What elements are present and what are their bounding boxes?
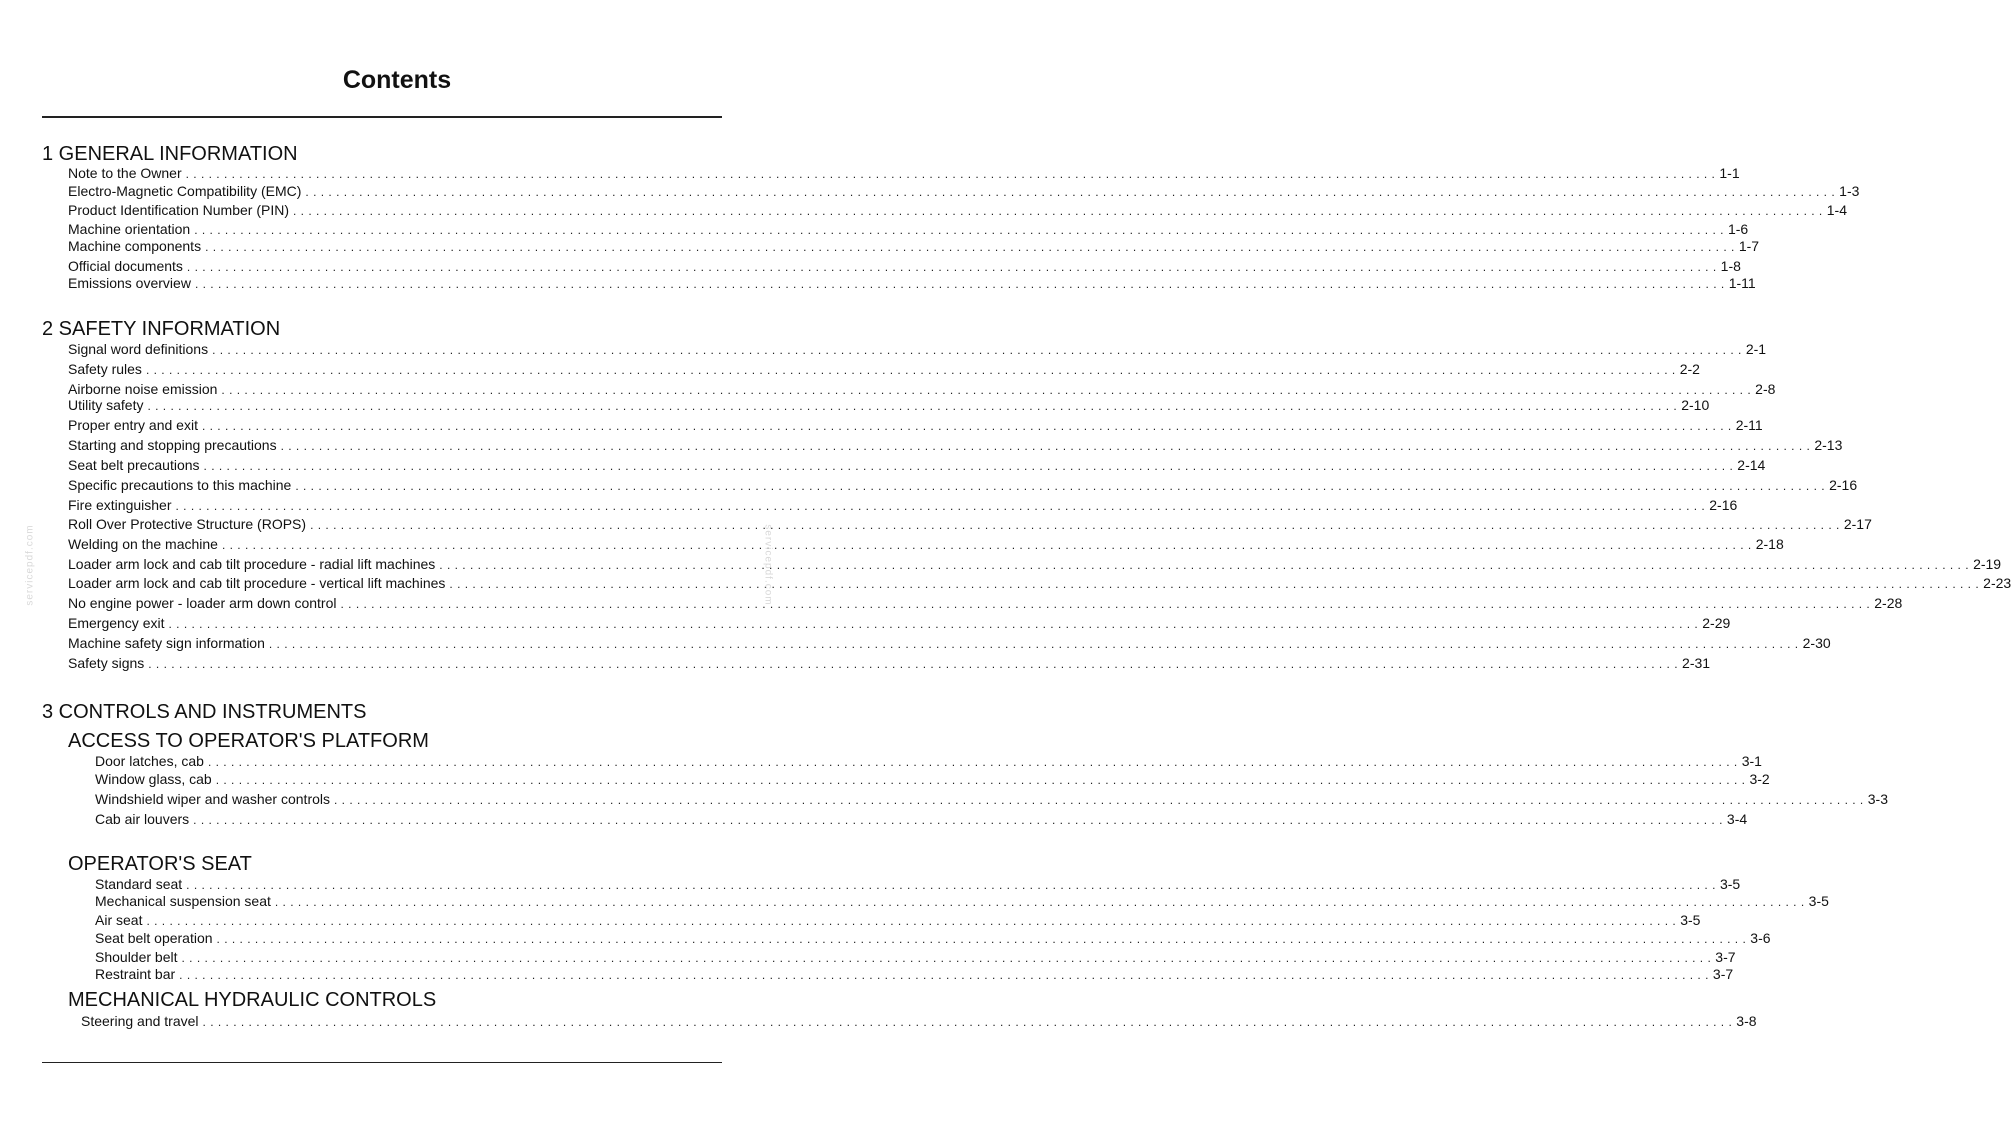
toc-entry[interactable] [95,966,1734,983]
toc-entry[interactable] [68,202,1847,219]
toc-entry-page: 3-3 [1867,791,1888,807]
section-heading-controls-and-instruments: 3 CONTROLS AND INSTRUMENTS [42,701,367,723]
toc-entry-label: Machine orientation [68,221,191,237]
toc-entry-page: 2-23 [1983,575,2011,591]
toc-entry-page: 2-2 [1679,361,1700,377]
toc-entry[interactable] [95,771,1770,788]
dot-leader: . . . . . . . . . . . . . . . . . . . . . . . . . . . . . . . . . . . . . . . . . . . . . . . . . . . . . . . . . . . . . . . . . . . . . . . . . . . . . . . . . . . . . . . . . . . . . . . . . . . . . . . . . . . . . . . . . . . . . . . . . . . . . . . . . . . . . . . . . . . . . . . . . . . . . . . . . . . . . . . . . . . . . . . . . . . . . . . . . . . . . . . . . . . . . . . . . . . . . . . . [146,914,1677,928]
dot-leader: . . . . . . . . . . . . . . . . . . . . . . . . . . . . . . . . . . . . . . . . . . . . . . . . . . . . . . . . . . . . . . . . . . . . . . . . . . . . . . . . . . . . . . . . . . . . . . . . . . . . . . . . . . . . . . . . . . . . . . . . . . . . . . . . . . . . . . . . . . . . . . . . . . . . . . . . . . . . . . . . . . . . . . . . . . . . . . . . . . . . . . . . . . . . . . . . . . . . . . . . [147,399,1678,413]
toc-entry-page: 2-29 [1702,615,1731,631]
toc-entry-label: Air seat [95,912,143,928]
toc-entry[interactable] [68,397,1710,414]
toc-entry-label: No engine power - loader arm down control [68,595,337,611]
toc-entry-label: Product Identification Number (PIN) [68,202,289,218]
toc-entry-label: Cab air louvers [95,811,190,827]
toc-entry-label: Specific precautions to this machine [68,477,292,493]
toc-entry-page: 2-16 [1709,497,1738,513]
toc-entry-page: 3-5 [1808,893,1829,909]
dot-leader: . . . . . . . . . . . . . . . . . . . . . . . . . . . . . . . . . . . . . . . . . . . . . . . . . . . . . . . . . . . . . . . . . . . . . . . . . . . . . . . . . . . . . . . . . . . . . . . . . . . . . . . . . . . . . . . . . . . . . . . . . . . . . . . . . . . . . . . . . . . . . . . . . . . . . . . . . . . . . . . . . . . . . . . . . . . . . . . . . . . . . . . . . . . . . . . . . . . . . . . . [203,459,1734,473]
toc-entry[interactable] [68,575,2011,592]
dot-leader: . . . . . . . . . . . . . . . . . . . . . . . . . . . . . . . . . . . . . . . . . . . . . . . . . . . . . . . . . . . . . . . . . . . . . . . . . . . . . . . . . . . . . . . . . . . . . . . . . . . . . . . . . . . . . . . . . . . . . . . . . . . . . . . . . . . . . . . . . . . . . . . . . . . . . . . . . . . . . . . . . . . . . . . . . . . . . . . . . . . . . . . . . . . . . . . . . . . . . . . . [194,223,1724,237]
toc-entry-page: 2-19 [1973,556,2002,572]
toc-entry[interactable] [95,893,1829,910]
toc-entry-label: Loader arm lock and cab tilt procedure - vertical lift machines [68,575,446,591]
toc-entry-page: 2-17 [1843,516,1872,532]
toc-entry[interactable] [68,536,1784,553]
toc-entry-page: 3-6 [1750,930,1771,946]
toc-entry[interactable] [68,477,1858,494]
toc-entry[interactable] [81,1013,1757,1030]
toc-entry-page: 1-11 [1728,275,1756,291]
toc-entry-label: Standard seat [95,876,183,892]
dot-leader: . . . . . . . . . . . . . . . . . . . . . . . . . . . . . . . . . . . . . . . . . . . . . . . . . . . . . . . . . . . . . . . . . . . . . . . . . . . . . . . . . . . . . . . . . . . . . . . . . . . . . . . . . . . . . . . . . . . . . . . . . . . . . . . . . . . . . . . . . . . . . . . . . . . . . . . . . . . . . . . . . . . . . . . . . . . . . . . . . . . . . . . . . . . . . . . . . . . . . . . . [168,617,1699,631]
watermark-left: servicepdf.com [24,524,36,606]
toc-entry-page: 1-4 [1826,202,1847,218]
toc-entry-label: Shoulder belt [95,949,178,965]
dot-leader: . . . . . . . . . . . . . . . . . . . . . . . . . . . . . . . . . . . . . . . . . . . . . . . . . . . . . . . . . . . . . . . . . . . . . . . . . . . . . . . . . . . . . . . . . . . . . . . . . . . . . . . . . . . . . . . . . . . . . . . . . . . . . . . . . . . . . . . . . . . . . . . . . . . . . . . . . . . . . . . . . . . . . . . . . . . . . . . . . . . . . . . . . . . . . . . . . . . . . . . . [193,813,1723,827]
toc-entry-label: Seat belt precautions [68,457,200,473]
section-heading-safety-information: 2 SAFETY INFORMATION [42,318,281,340]
toc-entry-label: Starting and stopping precautions [68,437,277,453]
dot-leader: . . . . . . . . . . . . . . . . . . . . . . . . . . . . . . . . . . . . . . . . . . . . . . . . . . . . . . . . . . . . . . . . . . . . . . . . . . . . . . . . . . . . . . . . . . . . . . . . . . . . . . . . . . . . . . . . . . . . . . . . . . . . . . . . . . . . . . . . . . . . . . . . . . . . . . . . . . . . . . . . . . . . . . . . . . . . . . . . . . . . . . . . . . . . . . . . . . . . . . . . [207,755,1738,769]
dot-leader: . . . . . . . . . . . . . . . . . . . . . . . . . . . . . . . . . . . . . . . . . . . . . . . . . . . . . . . . . . . . . . . . . . . . . . . . . . . . . . . . . . . . . . . . . . . . . . . . . . . . . . . . . . . . . . . . . . . . . . . . . . . . . . . . . . . . . . . . . . . . . . . . . . . . . . . . . . . . . . . . . . . . . . . . . . . . . . . . . . . . . . . . . . . . . . . . . . . . . . . . [268,637,1799,651]
toc-entry-label: Machine components [68,238,202,254]
toc-entry[interactable] [68,497,1738,514]
dot-leader: . . . . . . . . . . . . . . . . . . . . . . . . . . . . . . . . . . . . . . . . . . . . . . . . . . . . . . . . . . . . . . . . . . . . . . . . . . . . . . . . . . . . . . . . . . . . . . . . . . . . . . . . . . . . . . . . . . . . . . . . . . . . . . . . . . . . . . . . . . . . . . . . . . . . . . . . . . . . . . . . . . . . . . . . . . . . . . . . . . . . . . . . . . . . . . . . . . . . . . . . [215,773,1746,787]
toc-entry[interactable] [68,556,2002,573]
toc-entry-label: Fire extinguisher [68,497,172,513]
top-divider [42,116,722,118]
toc-entry-label: Seat belt operation [95,930,213,946]
toc-entry-label: Steering and travel [81,1013,199,1029]
dot-leader: . . . . . . . . . . . . . . . . . . . . . . . . . . . . . . . . . . . . . . . . . . . . . . . . . . . . . . . . . . . . . . . . . . . . . . . . . . . . . . . . . . . . . . . . . . . . . . . . . . . . . . . . . . . . . . . . . . . . . . . . . . . . . . . . . . . . . . . . . . . . . . . . . . . . . . . . . . . . . . . . . . . . . . . . . . . . . . . . . . . . . . . . . . . . . . . . . . . . . . . . [280,439,1811,453]
toc-entry[interactable] [95,791,1888,808]
toc-entry-page: 3-5 [1680,912,1701,928]
toc-entry[interactable] [95,753,1762,770]
toc-entry-page: 3-7 [1715,949,1736,965]
toc-entry[interactable] [68,417,1763,434]
dot-leader: . . . . . . . . . . . . . . . . . . . . . . . . . . . . . . . . . . . . . . . . . . . . . . . . . . . . . . . . . . . . . . . . . . . . . . . . . . . . . . . . . . . . . . . . . . . . . . . . . . . . . . . . . . . . . . . . . . . . . . . . . . . . . . . . . . . . . . . . . . . . . . . . . . . . . . . . . . . . . . . . . . . . . . . . . . . . . . . . . . . . . . . . . . . . . . . . . . . . . . . . [216,932,1747,946]
toc-entry[interactable] [95,876,1741,893]
toc-entry[interactable] [68,221,1749,238]
toc-entry-page: 2-13 [1814,437,1843,453]
dot-leader: . . . . . . . . . . . . . . . . . . . . . . . . . . . . . . . . . . . . . . . . . . . . . . . . . . . . . . . . . . . . . . . . . . . . . . . . . . . . . . . . . . . . . . . . . . . . . . . . . . . . . . . . . . . . . . . . . . . . . . . . . . . . . . . . . . . . . . . . . . . . . . . . . . . . . . . . . . . . . . . . . . . . . . . . . . . . . . . . . . . . . . . . . . . . . . . . . . . . . . . . [334,793,1864,807]
toc-entry-label: Loader arm lock and cab tilt procedure - radial lift machines [68,556,436,572]
dot-leader: . . . . . . . . . . . . . . . . . . . . . . . . . . . . . . . . . . . . . . . . . . . . . . . . . . . . . . . . . . . . . . . . . . . . . . . . . . . . . . . . . . . . . . . . . . . . . . . . . . . . . . . . . . . . . . . . . . . . . . . . . . . . . . . . . . . . . . . . . . . . . . . . . . . . . . . . . . . . . . . . . . . . . . . . . . . . . . . . . . . . . . . . . . . . . . . . . . . . . . . . [145,363,1676,377]
toc-entry-page: 2-11 [1735,417,1763,433]
toc-entry[interactable] [68,341,1767,358]
toc-entry-page: 2-31 [1682,655,1711,671]
dot-leader: . . . . . . . . . . . . . . . . . . . . . . . . . . . . . . . . . . . . . . . . . . . . . . . . . . . . . . . . . . . . . . . . . . . . . . . . . . . . . . . . . . . . . . . . . . . . . . . . . . . . . . . . . . . . . . . . . . . . . . . . . . . . . . . . . . . . . . . . . . . . . . . . . . . . . . . . . . . . . . . . . . . . . . . . . . . . . . . . . . . . . . . . . . . . . . . . . . . . . . . . [181,951,1712,965]
dot-leader: . . . . . . . . . . . . . . . . . . . . . . . . . . . . . . . . . . . . . . . . . . . . . . . . . . . . . . . . . . . . . . . . . . . . . . . . . . . . . . . . . . . . . . . . . . . . . . . . . . . . . . . . . . . . . . . . . . . . . . . . . . . . . . . . . . . . . . . . . . . . . . . . . . . . . . . . . . . . . . . . . . . . . . . . . . . . . . . . . . . . . . . . . . . . . . . . . . . . . . . . [221,383,1752,397]
toc-entry-label: Safety rules [68,361,142,377]
toc-entry[interactable] [95,930,1771,947]
toc-entry[interactable] [68,457,1766,474]
dot-leader: . . . . . . . . . . . . . . . . . . . . . . . . . . . . . . . . . . . . . . . . . . . . . . . . . . . . . . . . . . . . . . . . . . . . . . . . . . . . . . . . . . . . . . . . . . . . . . . . . . . . . . . . . . . . . . . . . . . . . . . . . . . . . . . . . . . . . . . . . . . . . . . . . . . . . . . . . . . . . . . . . . . . . . . . . . . . . . . . . . . . . . . . . . . . . . . . . . . . . . . . [205,240,1735,254]
toc-entry[interactable] [68,258,1741,275]
toc-entry-label: Electro-Magnetic Compatibility (EMC) [68,183,302,199]
toc-entry[interactable] [68,516,1872,533]
toc-entry-label: Proper entry and exit [68,417,198,433]
toc-entry[interactable] [68,238,1760,255]
toc-entry-page: 2-1 [1745,341,1767,357]
toc-entry-page: 2-8 [1755,381,1776,397]
dot-leader: . . . . . . . . . . . . . . . . . . . . . . . . . . . . . . . . . . . . . . . . . . . . . . . . . . . . . . . . . . . . . . . . . . . . . . . . . . . . . . . . . . . . . . . . . . . . . . . . . . . . . . . . . . . . . . . . . . . . . . . . . . . . . . . . . . . . . . . . . . . . . . . . . . . . . . . . . . . . . . . . . . . . . . . . . . . . . . . . . . . . . . . . . . . . . . . . . . . . . . . . [186,878,1716,892]
toc-entry-label: Welding on the machine [68,536,218,552]
toc-entry-page: 2-16 [1829,477,1858,493]
dot-leader: . . . . . . . . . . . . . . . . . . . . . . . . . . . . . . . . . . . . . . . . . . . . . . . . . . . . . . . . . . . . . . . . . . . . . . . . . . . . . . . . . . . . . . . . . . . . . . . . . . . . . . . . . . . . . . . . . . . . . . . . . . . . . . . . . . . . . . . . . . . . . . . . . . . . . . . . . . . . . . . . . . . . . . . . . . . . . . . . . . . . . . . . . . . . . . . . . . . . . . . . [186,260,1717,274]
watermark-right: servicepdf.com [762,524,774,606]
toc-entry-page: 2-28 [1874,595,1903,611]
toc-entry-label: Emergency exit [68,615,165,631]
section-heading-general-information: 1 GENERAL INFORMATION [42,143,298,165]
dot-leader: . . . . . . . . . . . . . . . . . . . . . . . . . . . . . . . . . . . . . . . . . . . . . . . . . . . . . . . . . . . . . . . . . . . . . . . . . . . . . . . . . . . . . . . . . . . . . . . . . . . . . . . . . . . . . . . . . . . . . . . . . . . . . . . . . . . . . . . . . . . . . . . . . . . . . . . . . . . . . . . . . . . . . . . . . . . . . . . . . . . . . . . . . . . . . . . . . . . . . . . . [179,968,1709,982]
toc-entry[interactable] [95,949,1736,966]
subsection-heading-mechanical-hydraulic-controls: MECHANICAL HYDRAULIC CONTROLS [68,989,437,1011]
toc-entry-page: 1-3 [1839,183,1860,199]
toc-entry-label: Restraint bar [95,966,176,982]
dot-leader: . . . . . . . . . . . . . . . . . . . . . . . . . . . . . . . . . . . . . . . . . . . . . . . . . . . . . . . . . . . . . . . . . . . . . . . . . . . . . . . . . . . . . . . . . . . . . . . . . . . . . . . . . . . . . . . . . . . . . . . . . . . . . . . . . . . . . . . . . . . . . . . . . . . . . . . . . . . . . . . . . . . . . . . . . . . . . . . . . . . . . . . . . . . . . . . . . . . . . . . . [292,204,1823,218]
bottom-divider [42,1062,722,1063]
toc-entry[interactable] [95,912,1701,929]
toc-entry-page: 1-7 [1738,238,1760,254]
dot-leader: . . . . . . . . . . . . . . . . . . . . . . . . . . . . . . . . . . . . . . . . . . . . . . . . . . . . . . . . . . . . . . . . . . . . . . . . . . . . . . . . . . . . . . . . . . . . . . . . . . . . . . . . . . . . . . . . . . . . . . . . . . . . . . . . . . . . . . . . . . . . . . . . . . . . . . . . . . . . . . . . . . . . . . . . . . . . . . . . . . . . . . . . . . . . . . . . . . . . . . . . [194,277,1725,291]
dot-leader: . . . . . . . . . . . . . . . . . . . . . . . . . . . . . . . . . . . . . . . . . . . . . . . . . . . . . . . . . . . . . . . . . . . . . . . . . . . . . . . . . . . . . . . . . . . . . . . . . . . . . . . . . . . . . . . . . . . . . . . . . . . . . . . . . . . . . . . . . . . . . . . . . . . . . . . . . . . . . . . . . . . . . . . . . . . . . . . . . . . . . . . . . . . . . . . . . . . . . . . . [295,479,1826,493]
toc-entry-page: 3-2 [1749,771,1770,787]
dot-leader: . . . . . . . . . . . . . . . . . . . . . . . . . . . . . . . . . . . . . . . . . . . . . . . . . . . . . . . . . . . . . . . . . . . . . . . . . . . . . . . . . . . . . . . . . . . . . . . . . . . . . . . . . . . . . . . . . . . . . . . . . . . . . . . . . . . . . . . . . . . . . . . . . . . . . . . . . . . . . . . . . . . . . . . . . . . . . . . . . . . . . . . . . . . . . . . . . . . . . . . . [274,895,1805,909]
toc-entry-page: 1-6 [1727,221,1749,237]
toc-entry-label: Roll Over Protective Structure (ROPS) [68,516,307,532]
dot-leader: . . . . . . . . . . . . . . . . . . . . . . . . . . . . . . . . . . . . . . . . . . . . . . . . . . . . . . . . . . . . . . . . . . . . . . . . . . . . . . . . . . . . . . . . . . . . . . . . . . . . . . . . . . . . . . . . . . . . . . . . . . . . . . . . . . . . . . . . . . . . . . . . . . . . . . . . . . . . . . . . . . . . . . . . . . . . . . . . . . . . . . . . . . . . . . . . . . . . . . . . [202,1015,1733,1029]
toc-entry-page: 3-7 [1712,966,1734,982]
subsection-heading-operators-seat: OPERATOR'S SEAT [68,853,252,875]
toc-entry-label: Window glass, cab [95,771,212,787]
dot-leader: . . . . . . . . . . . . . . . . . . . . . . . . . . . . . . . . . . . . . . . . . . . . . . . . . . . . . . . . . . . . . . . . . . . . . . . . . . . . . . . . . . . . . . . . . . . . . . . . . . . . . . . . . . . . . . . . . . . . . . . . . . . . . . . . . . . . . . . . . . . . . . . . . . . . . . . . . . . . . . . . . . . . . . . . . . . . . . . . . . . . . . . . . . . . . . . . . . . . . . . . [148,657,1679,671]
toc-entry[interactable] [68,183,1860,200]
dot-leader: . . . . . . . . . . . . . . . . . . . . . . . . . . . . . . . . . . . . . . . . . . . . . . . . . . . . . . . . . . . . . . . . . . . . . . . . . . . . . . . . . . . . . . . . . . . . . . . . . . . . . . . . . . . . . . . . . . . . . . . . . . . . . . . . . . . . . . . . . . . . . . . . . . . . . . . . . . . . . . . . . . . . . . . . . . . . . . . . . . . . . . . . . . . . . . . . . . . . . . . . [439,558,1970,572]
dot-leader: . . . . . . . . . . . . . . . . . . . . . . . . . . . . . . . . . . . . . . . . . . . . . . . . . . . . . . . . . . . . . . . . . . . . . . . . . . . . . . . . . . . . . . . . . . . . . . . . . . . . . . . . . . . . . . . . . . . . . . . . . . . . . . . . . . . . . . . . . . . . . . . . . . . . . . . . . . . . . . . . . . . . . . . . . . . . . . . . . . . . . . . . . . . . . . . . . . . . . . . . [175,499,1706,513]
toc-entry-page: 1-1 [1719,165,1740,181]
dot-leader: . . . . . . . . . . . . . . . . . . . . . . . . . . . . . . . . . . . . . . . . . . . . . . . . . . . . . . . . . . . . . . . . . . . . . . . . . . . . . . . . . . . . . . . . . . . . . . . . . . . . . . . . . . . . . . . . . . . . . . . . . . . . . . . . . . . . . . . . . . . . . . . . . . . . . . . . . . . . . . . . . . . . . . . . . . . . . . . . . . . . . . . . . . . . . . . . . . . . . . . . [221,538,1752,552]
toc-entry-label: Windshield wiper and washer controls [95,791,330,807]
toc-entry-page: 2-10 [1681,397,1710,413]
dot-leader: . . . . . . . . . . . . . . . . . . . . . . . . . . . . . . . . . . . . . . . . . . . . . . . . . . . . . . . . . . . . . . . . . . . . . . . . . . . . . . . . . . . . . . . . . . . . . . . . . . . . . . . . . . . . . . . . . . . . . . . . . . . . . . . . . . . . . . . . . . . . . . . . . . . . . . . . . . . . . . . . . . . . . . . . . . . . . . . . . . . . . . . . . . . . . . . . . . . . . . . . [310,518,1840,532]
toc-entry[interactable] [68,275,1756,292]
toc-entry-label: Official documents [68,258,183,274]
page-title: Contents [342,66,452,94]
toc-entry-label: Signal word definitions [68,341,209,357]
toc-entry-label: Utility safety [68,397,144,413]
toc-entry-label: Door latches, cab [95,753,204,769]
toc-entry-label: Airborne noise emission [68,381,218,397]
subsection-heading-access-to-operators-platform: ACCESS TO OPERATOR'S PLATFORM [68,730,429,752]
toc-entry[interactable] [68,615,1731,632]
toc-entry-label: Machine safety sign information [68,635,265,651]
toc-entry-page: 2-18 [1755,536,1784,552]
toc-entry-page: 3-1 [1741,753,1762,769]
toc-entry-page: 1-8 [1720,258,1741,274]
toc-entry-page: 3-8 [1736,1013,1757,1029]
toc-entry-page: 3-5 [1719,876,1741,892]
dot-leader: . . . . . . . . . . . . . . . . . . . . . . . . . . . . . . . . . . . . . . . . . . . . . . . . . . . . . . . . . . . . . . . . . . . . . . . . . . . . . . . . . . . . . . . . . . . . . . . . . . . . . . . . . . . . . . . . . . . . . . . . . . . . . . . . . . . . . . . . . . . . . . . . . . . . . . . . . . . . . . . . . . . . . . . . . . . . . . . . . . . . . . . . . . . . . . . . . . . . . . . . [185,167,1716,181]
dot-leader: . . . . . . . . . . . . . . . . . . . . . . . . . . . . . . . . . . . . . . . . . . . . . . . . . . . . . . . . . . . . . . . . . . . . . . . . . . . . . . . . . . . . . . . . . . . . . . . . . . . . . . . . . . . . . . . . . . . . . . . . . . . . . . . . . . . . . . . . . . . . . . . . . . . . . . . . . . . . . . . . . . . . . . . . . . . . . . . . . . . . . . . . . . . . . . . . . . . . . . . . [201,419,1732,433]
toc-entry-label: Emissions overview [68,275,191,291]
toc-entry[interactable] [68,381,1776,398]
toc-entry-label: Safety signs [68,655,145,671]
toc-entry-page: 2-30 [1802,635,1831,651]
toc-entry[interactable] [95,811,1748,828]
toc-entry-page: 2-14 [1737,457,1766,473]
toc-entry-label: Mechanical suspension seat [95,893,271,909]
toc-entry[interactable] [68,165,1740,182]
toc-entry[interactable] [68,361,1700,378]
toc-entry-page: 3-4 [1726,811,1748,827]
dot-leader: . . . . . . . . . . . . . . . . . . . . . . . . . . . . . . . . . . . . . . . . . . . . . . . . . . . . . . . . . . . . . . . . . . . . . . . . . . . . . . . . . . . . . . . . . . . . . . . . . . . . . . . . . . . . . . . . . . . . . . . . . . . . . . . . . . . . . . . . . . . . . . . . . . . . . . . . . . . . . . . . . . . . . . . . . . . . . . . . . . . . . . . . . . . . . . . . . . . . . . . . [305,185,1836,199]
dot-leader: . . . . . . . . . . . . . . . . . . . . . . . . . . . . . . . . . . . . . . . . . . . . . . . . . . . . . . . . . . . . . . . . . . . . . . . . . . . . . . . . . . . . . . . . . . . . . . . . . . . . . . . . . . . . . . . . . . . . . . . . . . . . . . . . . . . . . . . . . . . . . . . . . . . . . . . . . . . . . . . . . . . . . . . . . . . . . . . . . . . . . . . . . . . . . . . . . . . . . . . . [449,577,1980,591]
toc-entry-label: Note to the Owner [68,165,182,181]
toc-entry[interactable] [68,655,1711,672]
toc-entry[interactable] [68,635,1831,652]
dot-leader: . . . . . . . . . . . . . . . . . . . . . . . . . . . . . . . . . . . . . . . . . . . . . . . . . . . . . . . . . . . . . . . . . . . . . . . . . . . . . . . . . . . . . . . . . . . . . . . . . . . . . . . . . . . . . . . . . . . . . . . . . . . . . . . . . . . . . . . . . . . . . . . . . . . . . . . . . . . . . . . . . . . . . . . . . . . . . . . . . . . . . . . . . . . . . . . . . . . . . . . . [212,343,1742,357]
dot-leader: . . . . . . . . . . . . . . . . . . . . . . . . . . . . . . . . . . . . . . . . . . . . . . . . . . . . . . . . . . . . . . . . . . . . . . . . . . . . . . . . . . . . . . . . . . . . . . . . . . . . . . . . . . . . . . . . . . . . . . . . . . . . . . . . . . . . . . . . . . . . . . . . . . . . . . . . . . . . . . . . . . . . . . . . . . . . . . . . . . . . . . . . . . . . . . . . . . . . . . . . [340,597,1871,611]
toc-entry[interactable] [68,437,1843,454]
toc-entry[interactable] [68,595,1903,612]
